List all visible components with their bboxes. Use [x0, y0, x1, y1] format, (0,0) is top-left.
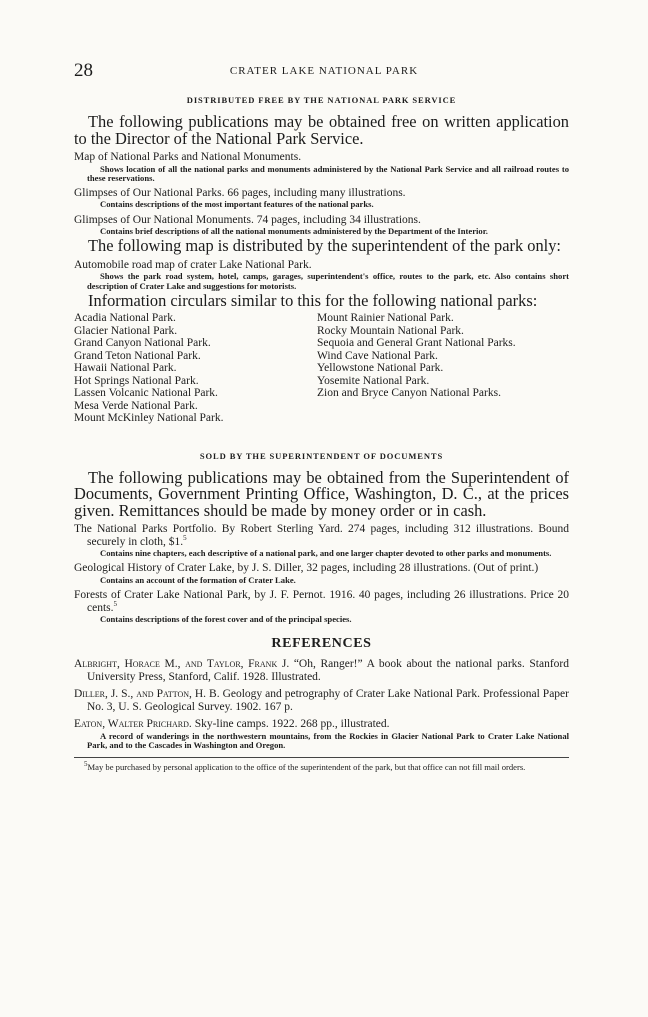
list-item: Zion and Bryce Canyon National Parks.	[317, 387, 501, 400]
publication-description: Contains descriptions of the forest cover and of the principal species.	[100, 614, 352, 625]
footnote-divider	[74, 757, 569, 758]
circulars-intro: Information circulars similar to this for the following national parks:	[88, 290, 538, 310]
list-item: Grand Canyon National Park.	[74, 337, 211, 350]
reference-authors: Albright, Horace M., and Taylor, Frank J.	[74, 658, 290, 671]
reference-text: Geology and petrography of Crater Lake National Park. Professional Paper No. 3, U. S. Geological Survey. 1902. 167 p.	[87, 688, 569, 713]
footnote-mark: 5	[84, 760, 88, 769]
free-section-heading: DISTRIBUTED FREE BY THE NATIONAL PARK SERVICE	[186, 95, 457, 105]
free-publication-3	[74, 214, 569, 237]
footnote-text: May be purchased by personal application to the office of the superintendent of the park, but that office can not fill mail orders.	[87, 762, 526, 773]
list-item: Acadia National Park.	[74, 312, 176, 325]
list-item: Mount McKinley National Park.	[74, 412, 224, 425]
page-content	[74, 95, 569, 773]
parks-list	[74, 312, 569, 425]
sold-publication-3	[74, 589, 569, 624]
page-header	[74, 60, 574, 80]
footnote-mark: 5	[113, 599, 118, 608]
list-item: Mount Rainier National Park.	[317, 312, 454, 325]
publication-description: Contains descriptions of the most important features of the national parks.	[100, 199, 374, 210]
publication-title-text: The National Parks Portfolio. By Robert Sterling Yard. 274 pages, including 312 illustrations. Bound securely in cloth, $1.	[74, 523, 569, 548]
parks-list-left	[74, 312, 317, 425]
reference-text: “Oh, Ranger!” A book about the national parks. Stanford University Press, Stanford, Calif. 1928. Illustrated.	[87, 658, 569, 683]
parks-list-right	[317, 312, 569, 425]
publication-description: Contains an account of the formation of Crater Lake.	[100, 574, 296, 585]
footnote	[74, 760, 569, 773]
reference-authors: Diller, J. S., and Patton, H. B.	[74, 688, 220, 701]
list-item: Rocky Mountain National Park.	[317, 324, 464, 337]
publication-title: Map of National Parks and National Monuments.	[74, 151, 302, 163]
publication-title: Glimpses of Our National Parks. 66 pages, including many illustrations.	[74, 186, 406, 199]
sold-intro: The following publications may be obtained from the Superintendent of Documents, Government Printing Office, Washington, D. C., at the prices given. Remittances should be made by money order or in cash.	[74, 467, 569, 520]
reference-entry-2	[74, 688, 569, 713]
sold-publication-2	[74, 562, 569, 585]
publication-title: Glimpses of Our National Monuments. 74 pages, including 34 illustrations.	[74, 213, 421, 226]
list-item: Wind Cave National Park.	[317, 349, 438, 362]
list-item: Hawaii National Park.	[74, 362, 177, 375]
publication-title	[74, 589, 569, 614]
publication-title-text: Forests of Crater Lake National Park, by J. F. Pernot. 1916. 40 pages, including 26 illustrations. Price 20 cents.	[74, 589, 569, 614]
publication-title: Geological History of Crater Lake, by J. S. Diller, 32 pages, including 28 illustrations. (Out of print.)	[74, 562, 539, 575]
publication-title	[74, 523, 569, 548]
list-item: Lassen Volcanic National Park.	[74, 387, 218, 400]
sold-section-heading: SOLD BY THE SUPERINTENDENT OF DOCUMENTS	[199, 450, 444, 461]
list-item: Yosemite National Park.	[317, 374, 430, 387]
list-item: Mesa Verde National Park.	[74, 399, 198, 412]
footnote-mark: 5	[183, 533, 187, 542]
list-item: Yellowstone National Park.	[317, 362, 444, 375]
publication-description: Shows location of all the national parks and monuments administered by the National Park Service and all railroad routes to these reservations.	[87, 163, 569, 183]
reference-authors: Eaton, Walter Prichard.	[74, 718, 192, 731]
list-item: Glacier National Park.	[74, 324, 178, 337]
free-publication-1	[74, 151, 569, 183]
publication-title: Automobile road map of crater Lake National Park.	[74, 258, 312, 271]
publication-description: Contains nine chapters, each descriptive of a national park, and one larger chapter devoted to other parks and monuments.	[100, 548, 552, 559]
reference-text: Sky-line camps. 1922. 268 pp., illustrated.	[191, 718, 390, 731]
list-item: Hot Springs National Park.	[74, 374, 199, 387]
publication-description: Contains brief descriptions of all the national monuments administered by the Department of the Interior.	[100, 226, 488, 237]
list-item: Grand Teton National Park.	[74, 349, 201, 362]
publication-description: Shows the park road system, hotel, camps, garages, superintendent's office, routes to the park, etc. Also contains short description of Crater Lake and suggestions for motorists.	[87, 271, 569, 291]
reference-entry-1	[74, 658, 569, 683]
map-publication	[74, 259, 569, 291]
sold-publication-1	[74, 523, 569, 558]
map-intro: The following map is distributed by the superintendent of the park only:	[88, 236, 561, 256]
free-publication-2	[74, 187, 569, 210]
running-title: CRATER LAKE NATIONAL PARK	[229, 65, 419, 77]
reference-entry-3	[74, 718, 569, 750]
reference-description: A record of wanderings in the northwestern mountains, from the Rockies in Glacier National Park to Crater Lake National Park, and to the Cascades in Washington and Oregon.	[87, 730, 569, 751]
references-heading: REFERENCES	[271, 636, 372, 652]
list-item: Sequoia and General Grant National Parks.	[317, 337, 516, 350]
free-intro: The following publications may be obtained free on written application to the Director of the National Park Service.	[74, 112, 569, 148]
page-number: 28	[74, 60, 93, 81]
